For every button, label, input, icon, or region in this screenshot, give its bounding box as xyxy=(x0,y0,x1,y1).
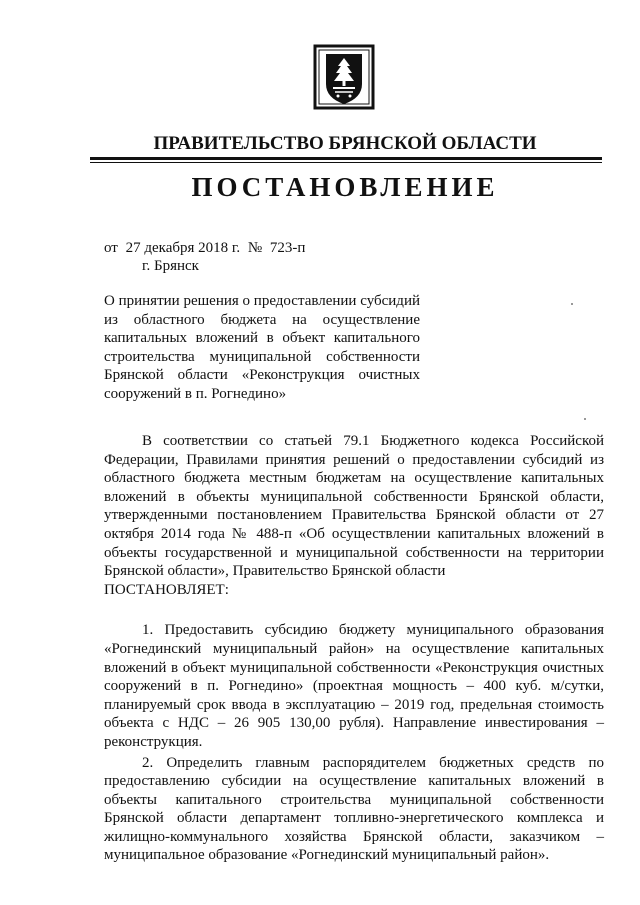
document-type-title: ПОСТАНОВЛЕНИЕ xyxy=(191,172,499,202)
header-divider-thin xyxy=(90,162,602,163)
document-date: 27 декабря 2018 г. xyxy=(125,240,241,256)
number-sign: № xyxy=(247,240,263,256)
preamble-paragraph: В соответствии со статьей 79.1 Бюджетного кодекса Российской Федерации, Правилами принятия решений о предоставлении субсидий из областного бюджета местным бюджетам на осуществление капитальных вложений в объекты муниципальной собственности Брянской области, утвержденными постановлением Правительства Брянской области от 27 октября 2014 года № 488-п «Об осуществлении капитальных вложений в объекты государственной и муниципальной собственности на территории Брянской области», Правительство Брянской области xyxy=(104,433,604,580)
date-prefix: от xyxy=(104,240,118,256)
document-subject: О принятии решения о предоставлении субсидий из областного бюджета на осуществление капитальных вложений в объект капитального строительства муниципальной собственности Брянской области «Реконструкция очистных сооружений в п. Рогнедино» xyxy=(104,293,420,402)
scan-speck xyxy=(571,303,573,305)
clause-paragraph: 2. Определить главным распорядителем бюджетных средств по предоставлению субсидии на осуществление капитальных вложений в объекты капитального строительства муниципальной собственности Брянской области департамент топливно-энергетического комплекса и жилищно-коммунального хозяйства Брянской области, заказчиком – муниципальное образование «Рогнединский муниципальный район». xyxy=(104,754,604,864)
document-body xyxy=(104,432,604,867)
scan-speck xyxy=(584,418,586,420)
resolve-heading: ПОСТАНОВЛЯЕТ: xyxy=(104,581,229,598)
document-city: г. Брянск xyxy=(142,258,199,274)
document-number: 723-п xyxy=(269,240,306,256)
clause-paragraph: 1. Предоставить субсидию бюджету муниципального образования «Рогнединский муниципальный район» на осуществление капитальных вложений в объект муниципальной собственности «Реконструкция очистных сооружений в п. Рогнедино» (проектная мощность – 400 куб. м/сутки, планируемый срок ввода в эксплуатацию – 2019 год, предельная стоимость объекта с НДС – 26 905 130,00 рубля). Направление инвестирования – реконструкция. xyxy=(104,622,604,750)
header-divider-thick xyxy=(90,157,602,160)
date-number-line xyxy=(104,240,309,257)
government-title: ПРАВИТЕЛЬСТВО БРЯНСКОЙ ОБЛАСТИ xyxy=(153,133,537,154)
coat-of-arms-icon xyxy=(313,44,375,110)
